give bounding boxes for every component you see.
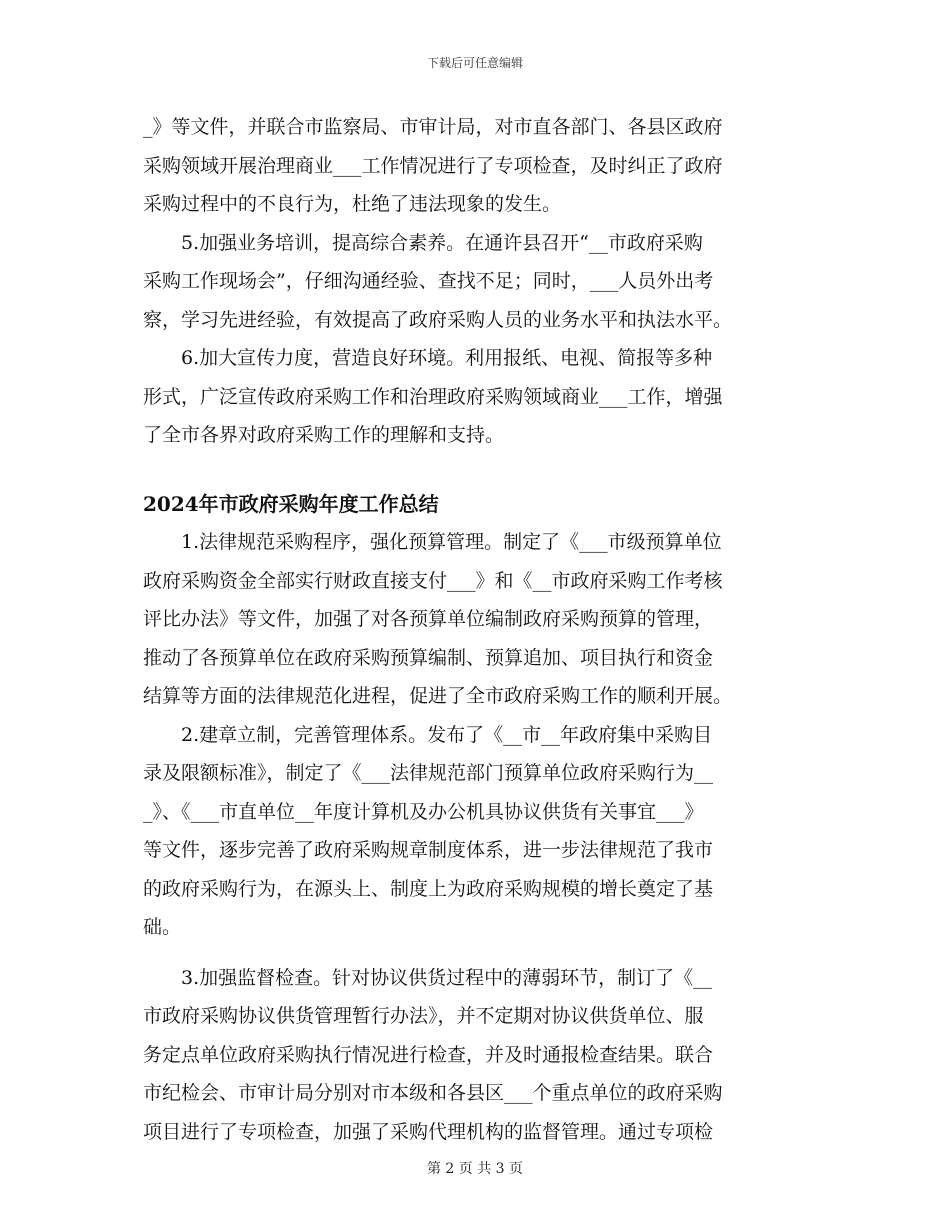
text-line: _》、《___市直单位__年度计算机及办公机具协议供货有关事宜___》 bbox=[143, 800, 704, 823]
text-line: 政府采购资金全部实行财政直接支付___》和《__市政府采购工作考核 bbox=[143, 569, 723, 592]
paragraph-gap bbox=[143, 947, 808, 959]
section-title: 2024年市政府采购年度工作总结 bbox=[143, 491, 439, 516]
paragraph bbox=[143, 224, 808, 340]
text-line: 2.建章立制，完善管理体系。发布了《__市__年政府集中采购目 bbox=[181, 723, 713, 746]
text-line: 录及限额标准》，制定了《___法律规范部门预算单位政府采购行为__ bbox=[143, 762, 714, 784]
document-body bbox=[143, 108, 808, 1151]
text-line: 6.加大宣传力度，营造良好环境。利用报纸、电视、简报等多种 bbox=[181, 347, 713, 369]
text-line: 等文件，逐步完善了政府采购规章制度体系，进一步法律规范了我市 bbox=[143, 839, 714, 861]
text-line: 结算等方面的法律规范化进程，促进了全市政府采购工作的顺利开展。 bbox=[143, 685, 733, 707]
text-line: 1.法律规范采购程序，强化预算管理。制定了《___市级预算单位 bbox=[181, 531, 722, 553]
text-line: 推动了各预算单位在政府采购预算编制、预算追加、项目执行和资金 bbox=[143, 646, 714, 669]
text-line: 础。 bbox=[143, 916, 182, 938]
text-line: 5.加强业务培训，提高综合素养。在通许县召开“__市政府采购 bbox=[181, 231, 703, 254]
text-line: 的政府采购行为，在源头上、制度上为政府采购规模的增长奠定了基 bbox=[143, 877, 714, 900]
paragraph bbox=[143, 339, 808, 455]
page-footer: 第 2 页 共 3 页 bbox=[426, 1161, 524, 1177]
text-line: 察，学习先进经验，有效提高了政府采购人员的业务水平和执法水平。 bbox=[143, 308, 733, 331]
text-line: 3.加强监督检查。针对协议供货过程中的薄弱环节，制订了《__ bbox=[181, 966, 713, 989]
text-line: 项目进行了专项检查，加强了采购代理机构的监督管理。通过专项检 bbox=[143, 1120, 714, 1143]
text-line: 务定点单位政府采购执行情况进行检查，并及时通报检查结果。联合 bbox=[143, 1043, 714, 1066]
text-line: 市纪检会、市审计局分别对市本级和各县区___个重点单位的政府采购 bbox=[143, 1082, 723, 1104]
paragraph bbox=[143, 716, 808, 947]
text-line: 形式，广泛宣传政府采购工作和治理政府采购领域商业___工作，增强 bbox=[143, 385, 723, 408]
text-line: 采购领域开展治理商业___工作情况进行了专项检查，及时纠正了政府 bbox=[143, 154, 723, 177]
text-line: 了全市各界对政府采购工作的理解和支持。 bbox=[143, 424, 505, 446]
paragraph bbox=[143, 108, 808, 224]
text-line: 评比办法》等文件，加强了对各预算单位编制政府采购预算的管理， bbox=[143, 608, 714, 630]
paragraph bbox=[143, 523, 808, 716]
text-line: 采购工作现场会”，仔细沟通经验、查找不足；同时，___人员外出考 bbox=[143, 270, 714, 292]
text-line: 市政府采购协议供货管理暂行办法》，并不定期对协议供货单位、服 bbox=[143, 1005, 704, 1027]
page-header: 下载后可任意编辑 bbox=[426, 56, 523, 70]
text-line: 采购过程中的不良行为，杜绝了违法现象的发生。 bbox=[143, 193, 562, 215]
paragraph bbox=[143, 959, 808, 1152]
text-line: _》等文件，并联合市监察局、市审计局，对市直各部门、各县区政府 bbox=[143, 116, 723, 138]
